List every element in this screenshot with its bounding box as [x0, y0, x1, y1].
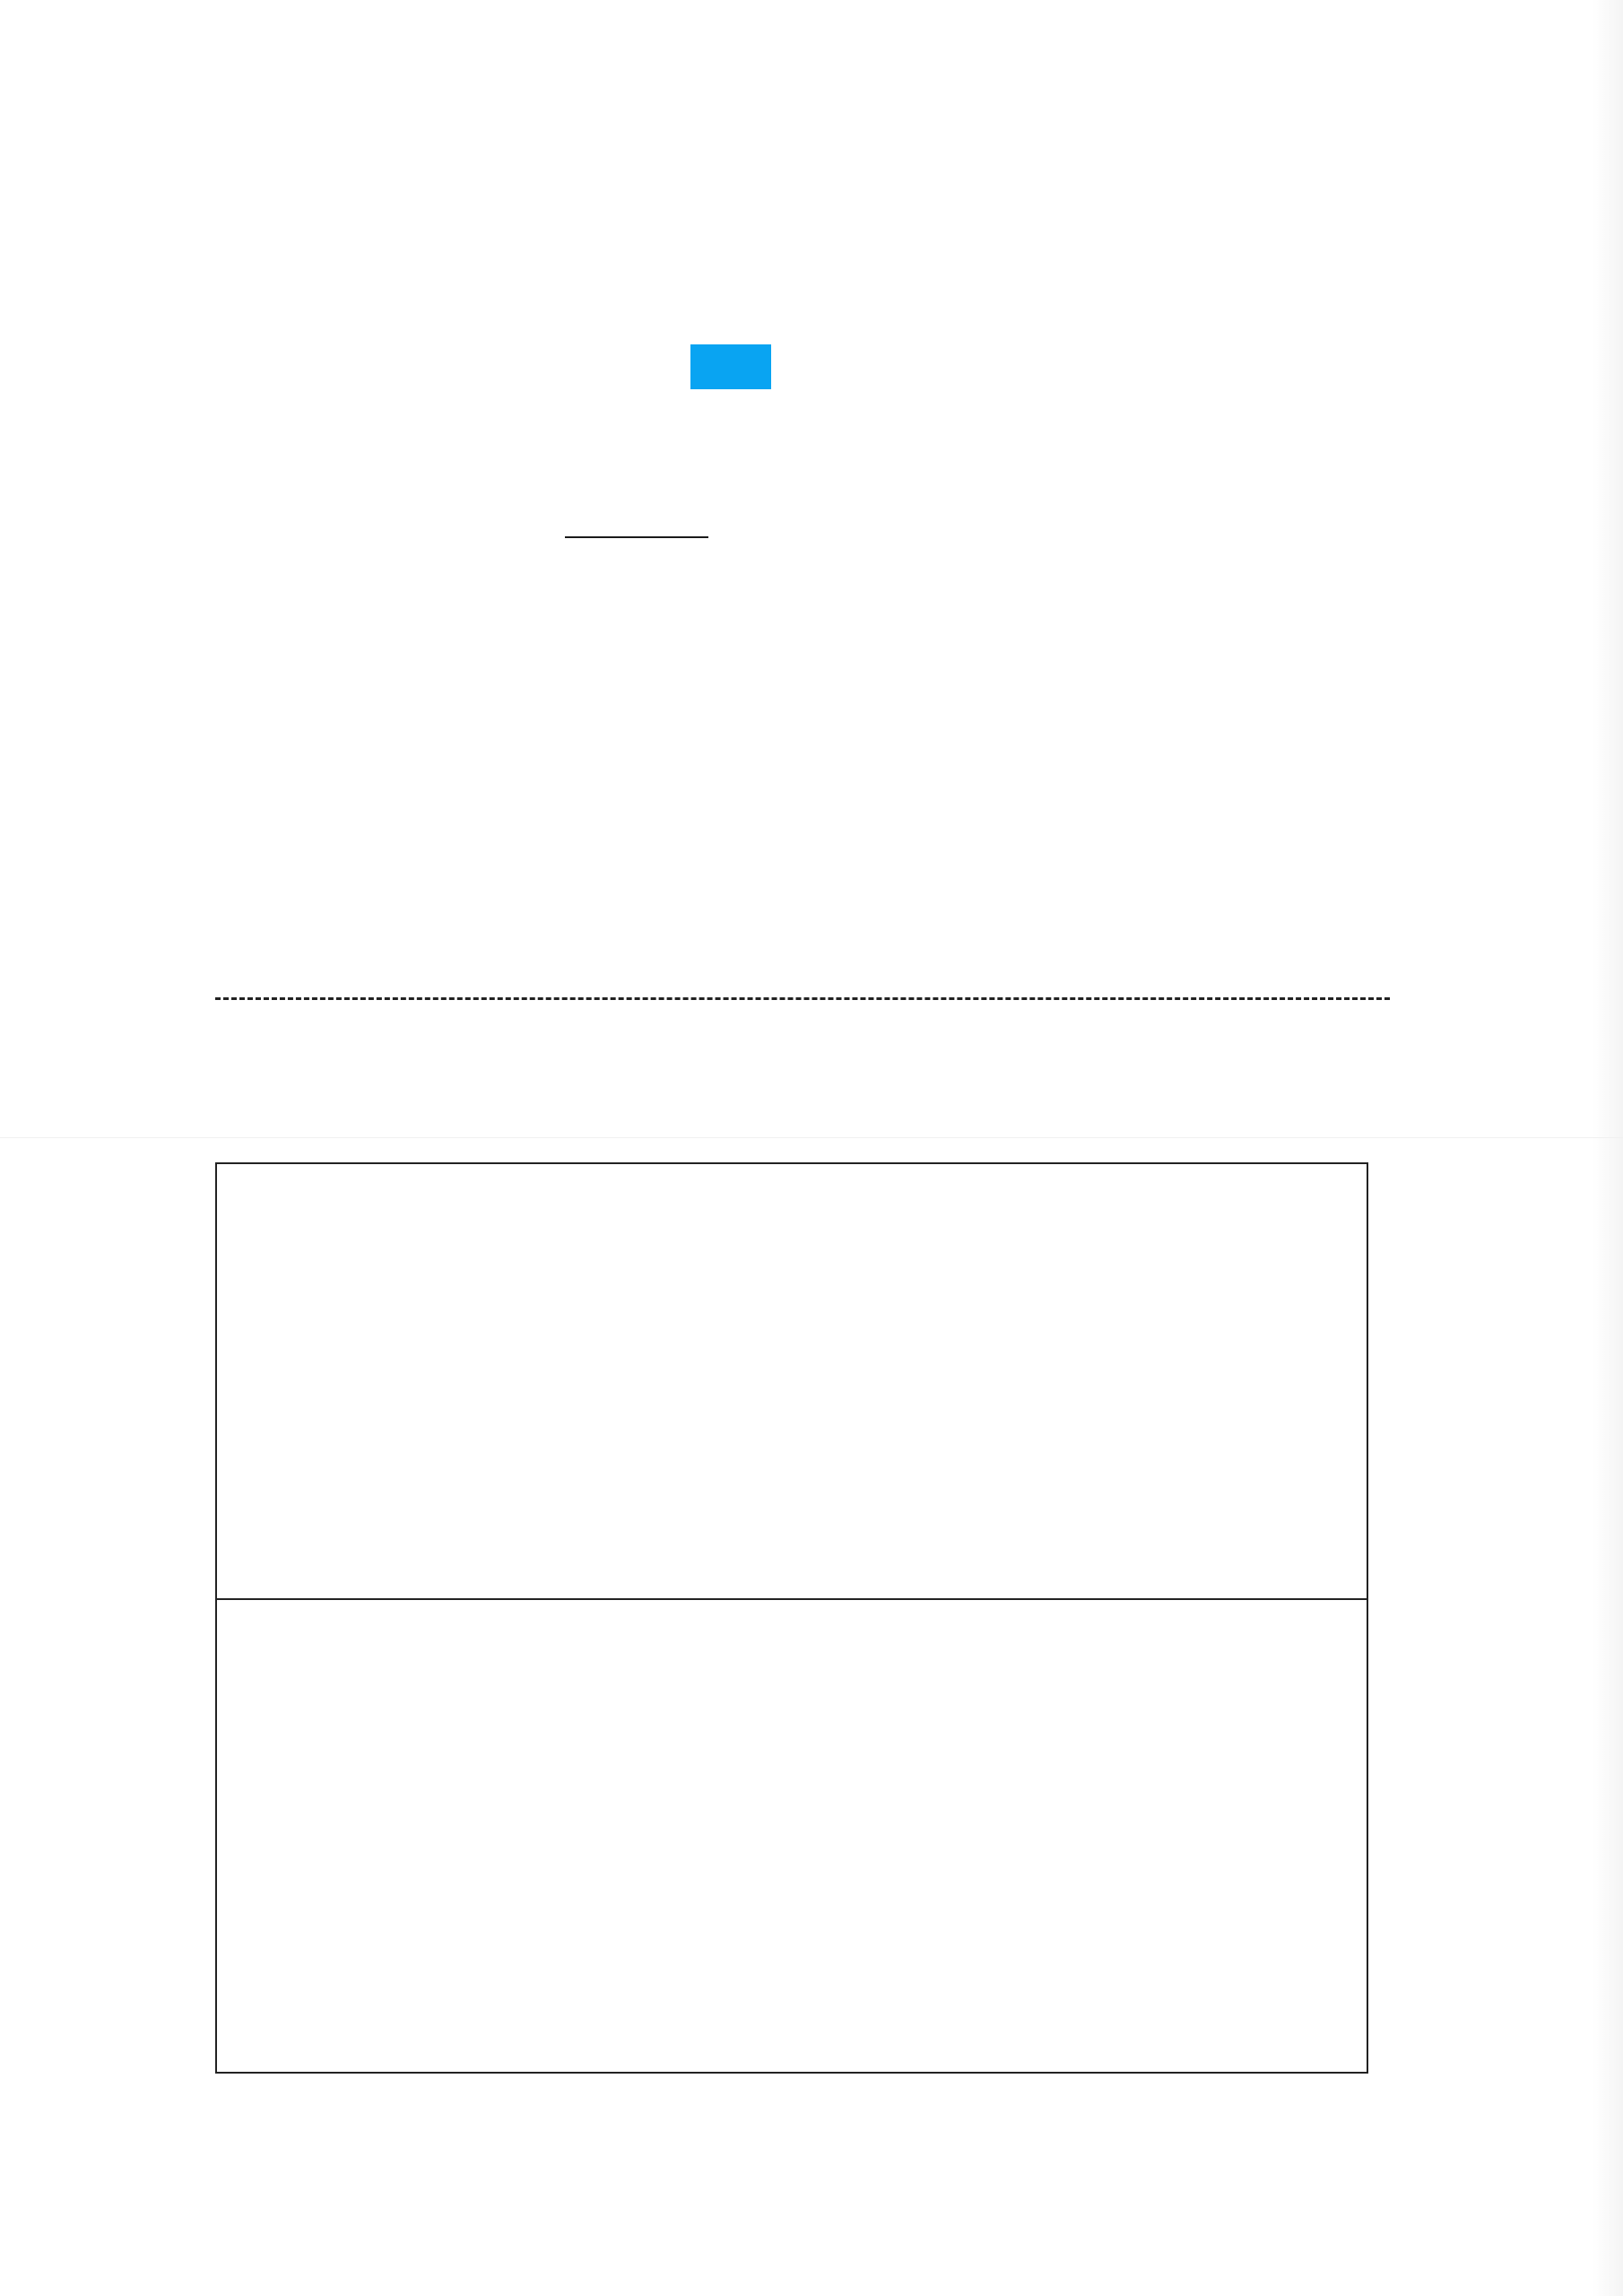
sticky-note-divider: [215, 1598, 1368, 1600]
receipt-date-line: [1042, 298, 1062, 327]
adjustment-number-blank-line: [565, 536, 708, 538]
scan-artifact-line: [0, 1137, 1623, 1138]
cut-line: [215, 997, 1390, 1000]
amount-redaction: [690, 344, 771, 389]
sticky-note-box: [215, 1162, 1368, 2074]
scan-edge-shade: [1593, 0, 1623, 2296]
